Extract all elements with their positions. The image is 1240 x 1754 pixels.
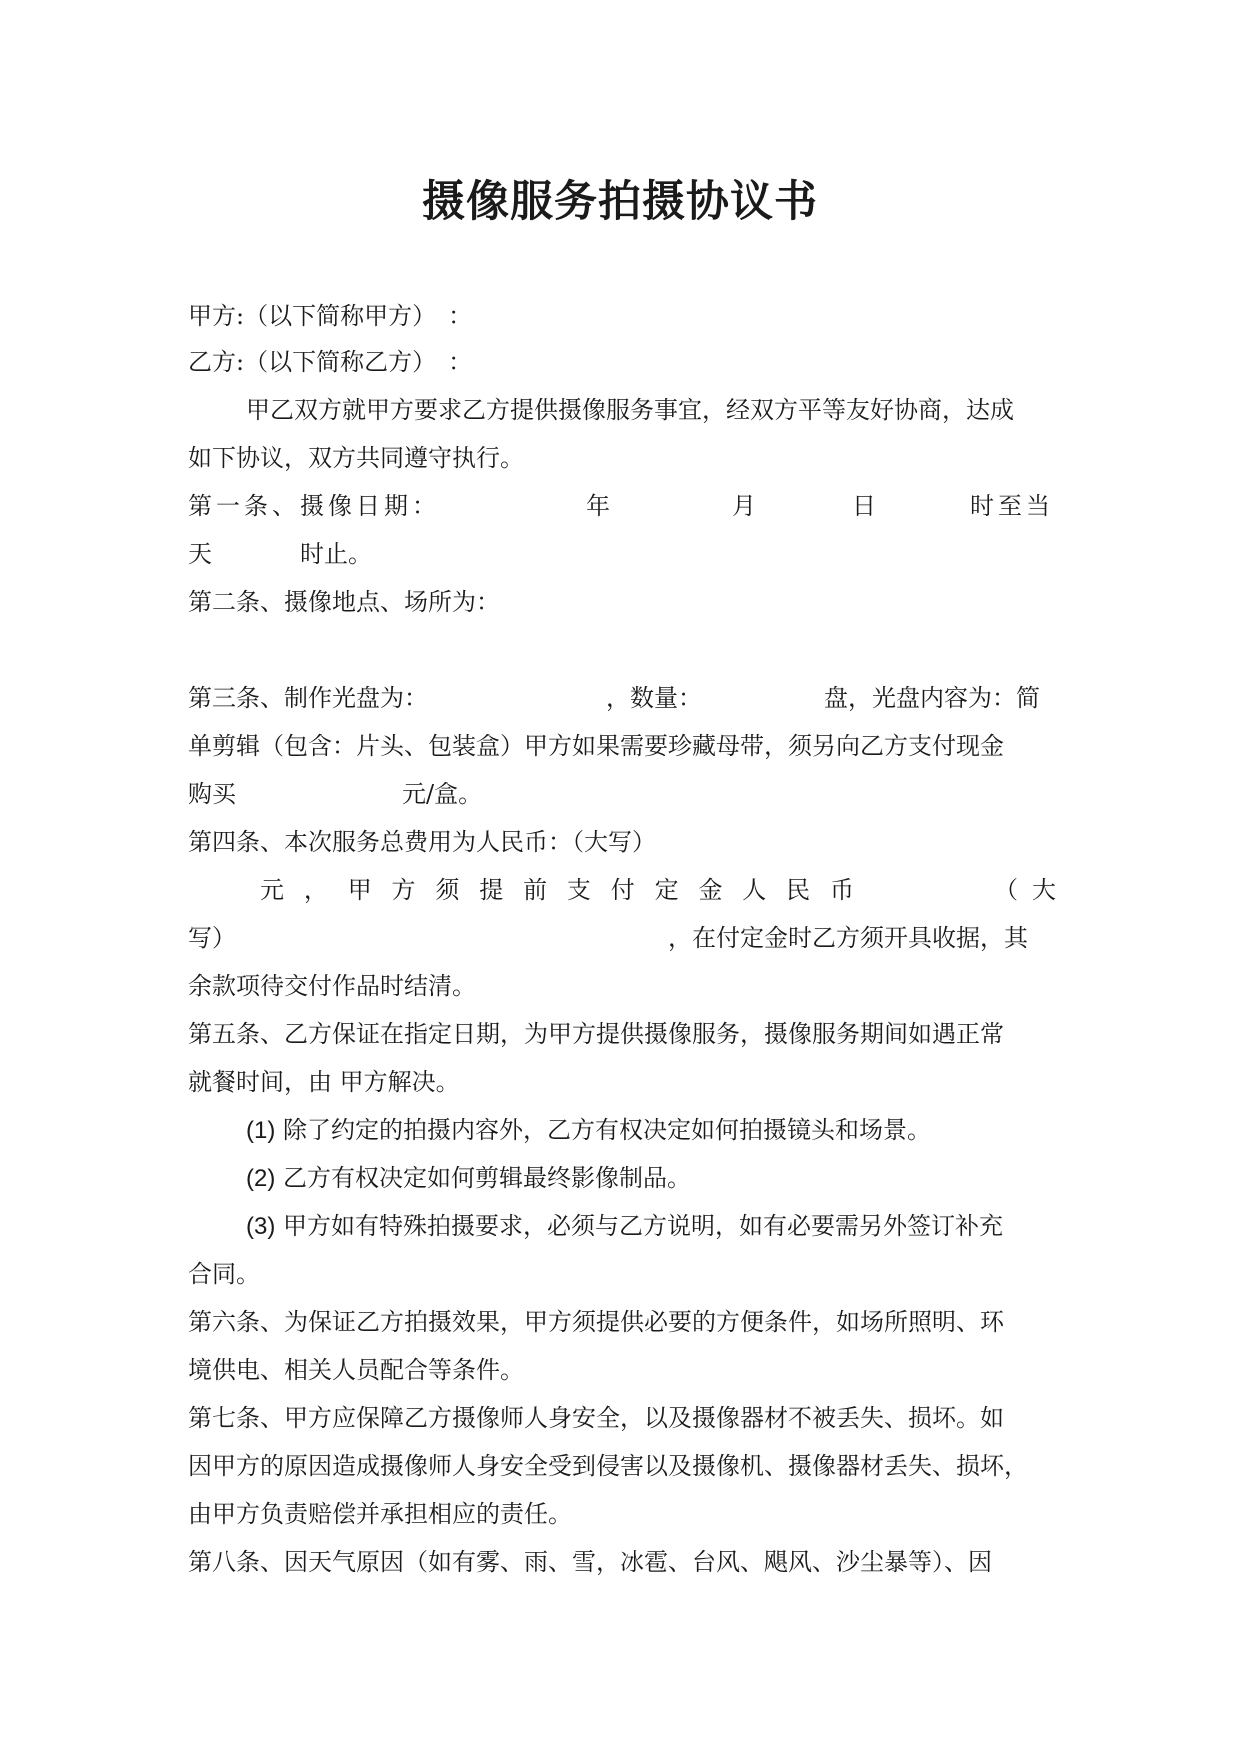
article5-line-1: 第五条、乙方保证在指定日期，为甲方提供摄像服务，摄像服务期间如遇正常 bbox=[188, 1020, 1004, 1048]
article4-line-2 bbox=[188, 870, 1070, 910]
article8-line-1: 第八条、因天气原因（如有雾、雨、雪，冰雹、台风、飓风、沙尘暴等）、因 bbox=[188, 1548, 992, 1576]
article5-item-3-cont: 合同。 bbox=[188, 1260, 260, 1288]
article4-word: 民 bbox=[786, 876, 811, 904]
party-b-line: 乙方:（以下简称乙方） ： bbox=[188, 348, 473, 376]
article6-line-2: 境供电、相关人员配合等条件。 bbox=[188, 1356, 524, 1384]
article4-word: 甲 bbox=[347, 876, 372, 904]
article1-line-1 bbox=[188, 486, 1054, 526]
article4-line-4: 余款项待交付作品时结清。 bbox=[188, 972, 476, 1000]
article3-price-unit: 元/盒。 bbox=[402, 780, 483, 808]
article4-word: 须 bbox=[435, 876, 460, 904]
article7-line-3: 由甲方负责赔偿并承担相应的责任。 bbox=[188, 1500, 572, 1528]
item-number: (2) bbox=[246, 1165, 276, 1192]
article4-word: 支 bbox=[566, 876, 591, 904]
party-a-line: 甲方:（以下简称甲方） ： bbox=[188, 302, 473, 330]
article4-word: 方 bbox=[391, 876, 416, 904]
article4-uppercase-open: （大 bbox=[994, 876, 1070, 904]
article7-line-2: 因甲方的原因造成摄像师人身安全受到侵害以及摄像机、摄像器材丢失、损坏， bbox=[188, 1452, 1028, 1480]
article4-word: 人 bbox=[742, 876, 767, 904]
article5-item-1 bbox=[188, 1110, 1048, 1150]
document-title: 摄像服务拍摄协议书 bbox=[422, 177, 818, 227]
intro-line-2: 如下协议，双方共同遵守执行。 bbox=[188, 444, 524, 472]
article6-line-1: 第六条、为保证乙方拍摄效果，甲方须提供必要的方便条件，如场所照明、环 bbox=[188, 1308, 1004, 1336]
article1-day: 日 bbox=[852, 492, 876, 520]
article5-item-3 bbox=[188, 1206, 1048, 1246]
article1-line-2 bbox=[188, 534, 1048, 574]
intro-line-1: 甲乙双方就甲方要求乙方提供摄像服务事宜，经双方平等友好协商，达成 bbox=[246, 396, 1014, 424]
article4-receipt: ，在付定金时乙方须开具收据，其 bbox=[668, 924, 1028, 952]
item-number: (3) bbox=[246, 1213, 276, 1240]
article1-hour-end: 时止。 bbox=[300, 540, 372, 568]
article4-word: 币 bbox=[829, 876, 854, 904]
article4-word: 金 bbox=[698, 876, 723, 904]
article4-word: 前 bbox=[523, 876, 548, 904]
article4-word: 提 bbox=[479, 876, 504, 904]
article5-item-2 bbox=[188, 1158, 1048, 1198]
article4-line-3 bbox=[188, 918, 1048, 958]
item-text: 乙方有权决定如何剪辑最终影像制品。 bbox=[275, 1164, 691, 1192]
article4-deposit-text bbox=[260, 870, 854, 910]
article2-line: 第二条、摄像地点、场所为： bbox=[188, 588, 500, 616]
article4-word: ， bbox=[303, 876, 328, 904]
article4-line-1: 第四条、本次服务总费用为人民币：（大写） bbox=[188, 828, 656, 856]
article4-uppercase-close: 写） bbox=[188, 924, 236, 952]
article5-line-2: 就餐时间，由 甲方解决。 bbox=[188, 1068, 460, 1096]
article1-label: 第一条、摄像日期： bbox=[188, 492, 440, 520]
article4-word: 元 bbox=[260, 876, 284, 904]
article4-word: 付 bbox=[610, 876, 635, 904]
article3-line-3 bbox=[188, 774, 1048, 814]
article3-buy: 购买 bbox=[188, 780, 236, 808]
item-number: (1) bbox=[246, 1117, 276, 1144]
article3-line-1 bbox=[188, 678, 1048, 718]
article4-word: 定 bbox=[654, 876, 679, 904]
article1-month: 月 bbox=[732, 492, 756, 520]
article1-hour-to: 时至当 bbox=[970, 492, 1054, 520]
article3-label: 第三条、制作光盘为： bbox=[188, 684, 428, 712]
item-text: 除了约定的拍摄内容外，乙方有权决定如何拍摄镜头和场景。 bbox=[275, 1116, 931, 1144]
article3-line-2: 单剪辑（包含：片头、包装盒）甲方如果需要珍藏母带，须另向乙方支付现金 bbox=[188, 732, 1004, 760]
article3-content: 盘，光盘内容为：简 bbox=[824, 684, 1040, 712]
item-text: 甲方如有特殊拍摄要求，必须与乙方说明，如有必要需另外签订补充 bbox=[275, 1212, 1003, 1240]
article1-day-word: 天 bbox=[188, 540, 212, 568]
article7-line-1: 第七条、甲方应保障乙方摄像师人身安全，以及摄像器材不被丢失、损坏。如 bbox=[188, 1404, 1004, 1432]
article3-quantity: ，数量： bbox=[606, 684, 702, 712]
article1-year: 年 bbox=[586, 492, 610, 520]
